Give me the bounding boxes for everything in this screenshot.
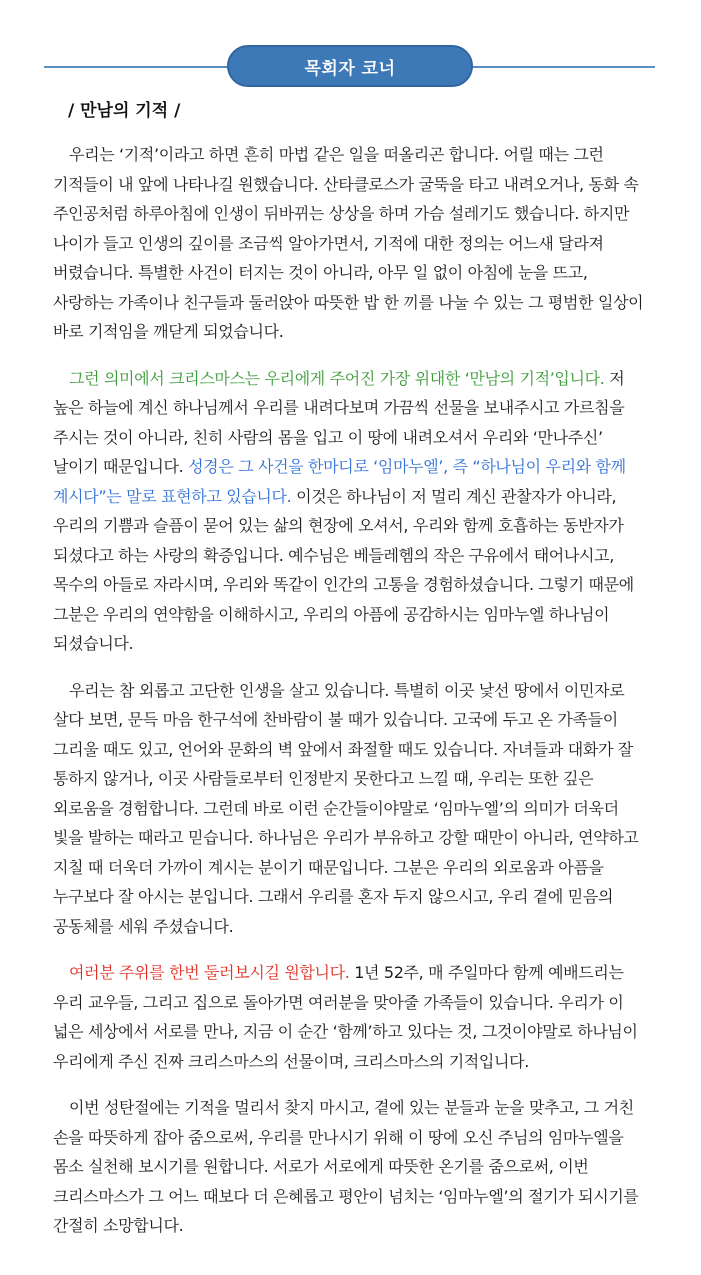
- paragraph-4: [53, 958, 649, 1076]
- paragraph-5: 이번 성탄절에는 기적을 멀리서 찾지 마시고, 곁에 있는 분들과 눈을 맞추고, 그 거친 손을 따뜻하게 잡아 줌으로써, 우리를 만나시기 위해 이 땅에 오신 주님의 임마누엘을 몸소 실천해 보시기를 원합니다. 서로가 서로에게 따뜻한 온기를 줌으로써, 이번 크리스마스가 그 어느 때보다 더 은혜롭고 평안이 넘치는 ‘임마누엘’의 절기가 되시기를 간절히 소망합니다.: [53, 1098, 639, 1235]
- article-subtitle: / 만남의 기적 /: [68, 101, 181, 121]
- highlight-blue: 성경은 그 사건을 한마디로 ‘임마누엘’, 즉 “하나님이 우리와 함께 계시다”는 말로 표현하고 있습니다.: [53, 457, 626, 506]
- highlight-red: 여러분 주위를 한번 둘러보시길 원합니다.: [69, 963, 350, 982]
- paragraph-2-text-b: 이것은 하나님이 저 멀리 계신 관찰자가 아니라, 우리의 기쁨과 슬픔이 묻어 있는 삶의 현장에 오셔서, 우리와 함께 호흡하는 동반자가 되셨다고 하는 사랑의 확증입니다. 예수님은 베들레헴의 작은 구유에서 태어나시고, 목수의 아들로 자라시며, 우리와 똑같이 인간의 고통을 경험하셨습니다. 그렇기 때문에 그분은 우리의 연약함을 이해하시고, 우리의 아픔에 공감하시는 임마누엘 하나님이 되셨습니다.: [53, 486, 634, 653]
- highlight-green: 그런 의미에서 크리스마스는 우리에게 주어진 가장 위대한 ‘만남의 기적’입니다.: [69, 368, 605, 388]
- paragraph-2-text-a: 저 높은 하늘에 계신 하나님께서 우리를 내려다보며 가끔씩 선물을 보내주시고 가르침을 주시는 것이 아니라, 친히 사람의 몸을 입고 이 땅에 내려오셔서 우리와 ‘만나주신’ 날이기 때문입니다.: [53, 368, 625, 476]
- paragraph-4-text: 1년 52주, 매 주일마다 함께 예배드리는 우리 교우들, 그리고 집으로 돌아가면 여러분을 맞아줄 가족들이 있습니다. 우리가 이 넓은 세상에서 서로를 만나, 지금 이 순간 ‘함께’하고 있다는 것, 그것이야말로 하나님이 우리에게 주신 진짜 크리스마스의 선물이며, 크리스마스의 기적입니다.: [53, 963, 638, 1071]
- paragraph-1: 우리는 ‘기적’이라고 하면 흔히 마법 같은 일을 떠올리곤 합니다. 어릴 때는 그런 기적들이 내 앞에 나타나길 원했습니다. 산타클로스가 굴뚝을 타고 내려오거나, 동화 속 주인공처럼 하루아침에 인생이 뒤바뀌는 상상을 하며 가슴 설레기도 했습니다. 하지만 나이가 들고 인생의 깊이를 조금씩 알아가면서, 기적에 대한 정의는 어느새 달라져 버렸습니다. 특별한 사건이 터지는 것이 아니라, 아무 일 없이 아침에 눈을 뜨고, 사랑하는 가족이나 친구들과 둘러앉아 따뜻한 밥 한 끼를 나눌 수 있는 그 평범한 일상이 바로 기적임을 깨닫게 되었습니다.: [53, 145, 644, 341]
- article-body: [53, 140, 649, 1258]
- paragraph-3: 우리는 참 외롭고 고단한 인생을 살고 있습니다. 특별히 이곳 낯선 땅에서 이민자로 살다 보면, 문득 마음 한구석에 찬바람이 불 때가 있습니다. 고국에 두고 온 가족들이 그리울 때도 있고, 언어와 문화의 벽 앞에서 좌절할 때도 있습니다. 자녀들과 대화가 잘 통하지 않거나, 이곳 사람들로부터 인정받지 못한다고 느낄 때, 우리는 또한 깊은 외로움을 경험합니다. 그런데 바로 이런 순간들이야말로 ‘임마누엘’의 의미가 더욱더 빛을 발하는 때라고 믿습니다. 하나님은 우리가 부유하고 강할 때만이 아니라, 연약하고 지칠 때 더욱더 가까이 계시는 분이기 때문입니다. 그분은 우리의 외로움과 아픔을 누구보다 잘 아시는 분입니다. 그래서 우리를 혼자 두지 않으시고, 우리 곁에 믿음의 공동체를 세워 주셨습니다.: [53, 680, 639, 936]
- corner-title-badge: 목회자 코너: [227, 45, 473, 87]
- paragraph-2: [53, 364, 649, 659]
